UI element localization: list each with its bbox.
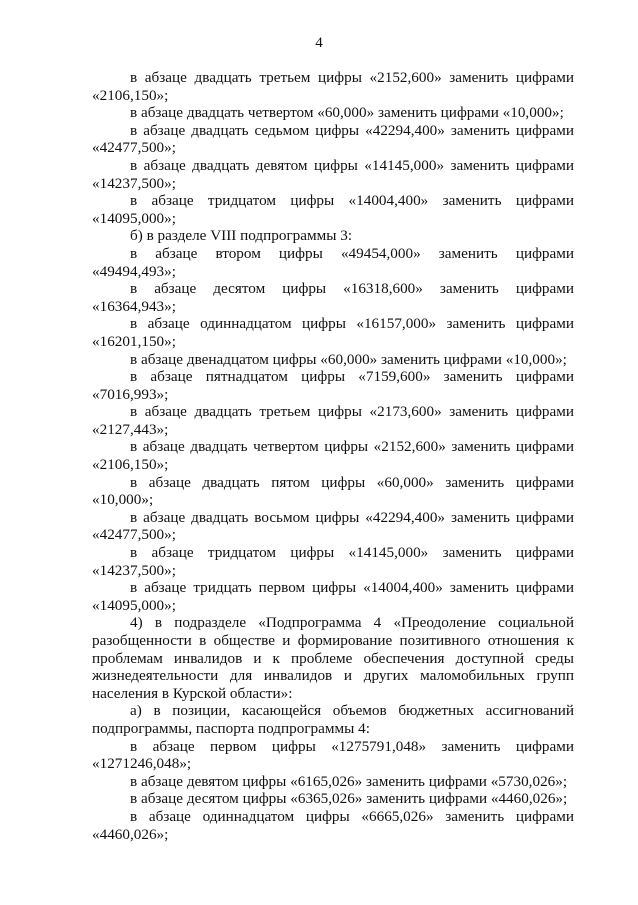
paragraph: в абзаце втором цифры «49454,000» заменить цифрами «49494,493»;	[92, 244, 574, 280]
paragraph: в абзаце двадцать третьем цифры «2173,600» заменить цифрами «2127,443»;	[92, 403, 574, 438]
paragraph: 4) в подразделе «Подпрограмма 4 «Преодоление социальной разобщенности в обществе и формирование позитивного отношения к проблемам инвалидов и к проблеме обеспечения доступной среды жизнедеятельности для инвалидов и других маломобильных групп населения в Курской области»:	[92, 614, 574, 702]
page-number: 4	[315, 35, 323, 51]
paragraph: в абзаце девятом цифры «6165,026» заменить цифрами «5730,026»;	[130, 772, 568, 790]
paragraph: в абзаце двадцать седьмом цифры «42294,400» заменить цифрами «42477,500»;	[92, 121, 574, 157]
document-body	[92, 69, 574, 843]
paragraph: в абзаце двадцать девятом цифры «14145,000» заменить цифрами «14237,500»;	[92, 156, 574, 192]
paragraph: в абзаце двадцать четвертом цифры «2152,600» заменить цифрами «2106,150»;	[92, 438, 574, 474]
paragraph: в абзаце одиннадцатом цифры «6665,026» заменить цифрами «4460,026»;	[92, 807, 574, 843]
paragraph: в абзаце одиннадцатом цифры «16157,000» заменить цифрами «16201,150»;	[92, 315, 574, 350]
paragraph: в абзаце двенадцатом цифры «60,000» заменить цифрами «10,000»;	[130, 350, 567, 368]
paragraph: в абзаце двадцать четвертом «60,000» заменить цифрами «10,000»;	[130, 104, 564, 122]
paragraph: в абзаце двадцать пятом цифры «60,000» заменить цифрами «10,000»;	[92, 473, 574, 509]
paragraph: б) в разделе VIII подпрограммы 3:	[130, 227, 353, 245]
paragraph: в абзаце двадцать третьем цифры «2152,600» заменить цифрами «2106,150»;	[92, 69, 574, 104]
paragraph: в абзаце первом цифры «1275791,048» заменить цифрами «1271246,048»;	[92, 737, 574, 773]
paragraph: в абзаце двадцать восьмом цифры «42294,400» заменить цифрами «42477,500»;	[92, 508, 574, 544]
paragraph: в абзаце пятнадцатом цифры «7159,600» заменить цифрами «7016,993»;	[92, 368, 574, 403]
paragraph: в абзаце тридцатом цифры «14145,000» заменить цифрами «14237,500»;	[92, 544, 574, 579]
paragraph: в абзаце десятом цифры «6365,026» заменить цифрами «4460,026»;	[130, 790, 568, 808]
paragraph: в абзаце десятом цифры «16318,600» заменить цифрами «16364,943»;	[92, 280, 574, 315]
paragraph: а) в позиции, касающейся объемов бюджетных ассигнований подпрограммы, паспорта подпрограммы 4:	[92, 702, 574, 737]
paragraph: в абзаце тридцать первом цифры «14004,400» заменить цифрами «14095,000»;	[92, 579, 574, 614]
paragraph: в абзаце тридцатом цифры «14004,400» заменить цифрами «14095,000»;	[92, 192, 574, 227]
